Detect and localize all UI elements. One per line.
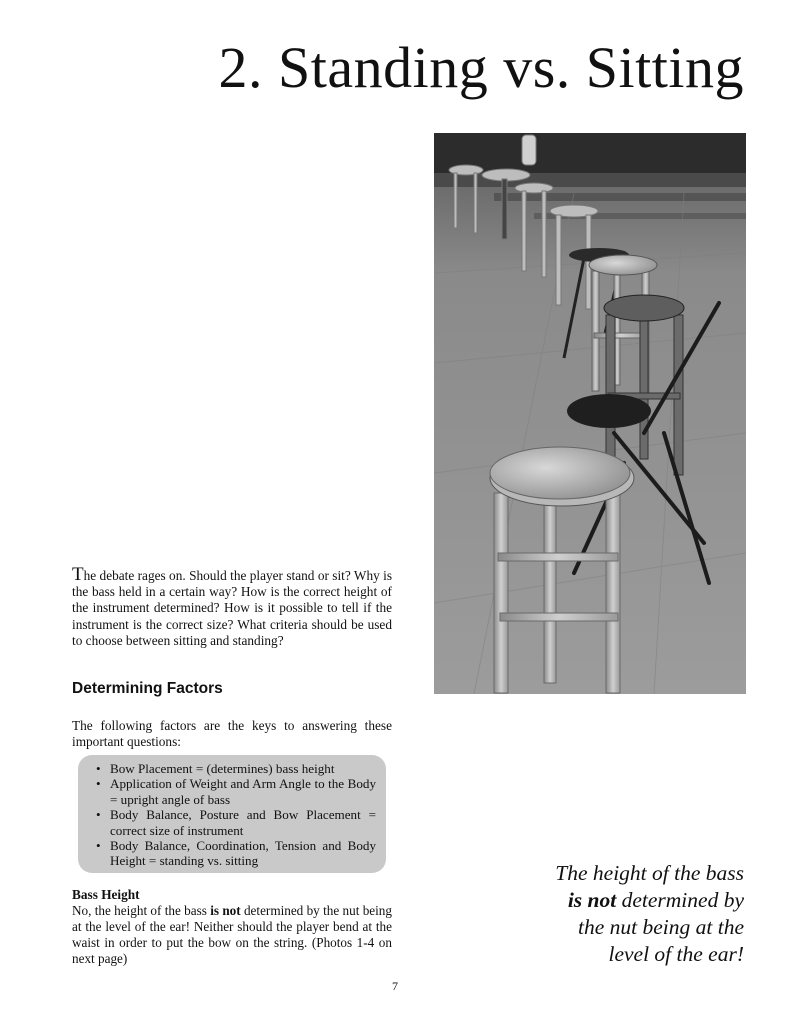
intro-text: he debate rages on. Should the player stand or sit? Why is the bass held in a certain way? How is the correct height of the instrument determined? How is it possible to tell if the instrument is the correct size? What criteria should be used to choose between sitting and standing? [72, 568, 392, 648]
pull-quote-line-3: the nut being at the [578, 915, 744, 939]
factors-list [96, 761, 376, 869]
bass-height-emphasis: is not [210, 903, 241, 918]
page-number: 7 [392, 979, 398, 993]
bass-height-text-1: No, the height of the bass [72, 903, 211, 918]
page-title: 2. Standing vs. Sitting [218, 35, 744, 100]
intro-paragraph [72, 564, 392, 649]
list-item: • Application of Weight and Arm Angle to the Body = upright angle of bass [96, 776, 376, 807]
list-item: • Body Balance, Coordination, Tension and Body Height = standing vs. sitting [96, 838, 376, 869]
pull-quote-line-1: The height of the bass [555, 861, 744, 885]
determining-factors-intro: The following factors are the keys to answering these important questions: [72, 718, 392, 749]
drop-cap: T [72, 564, 84, 585]
pull-quote-emphasis: is not [567, 888, 617, 912]
bass-height-text-2: determined by the nut being at the level of the ear! Neither should the player bend at the waist in order to put the bow on the string. (Photos 1-4 on next page) [72, 903, 392, 966]
pull-quote [484, 860, 744, 968]
bass-height-heading: Bass Height [72, 887, 140, 902]
determining-factors-heading: Determining Factors [72, 680, 223, 697]
list-item: • Bow Placement = (determines) bass height [96, 761, 376, 776]
stools-photo [434, 133, 746, 694]
list-item: • Body Balance, Posture and Bow Placement = correct size of instrument [96, 807, 376, 838]
pull-quote-line-2: determined by [616, 888, 744, 912]
bass-height-paragraph [72, 903, 392, 967]
pull-quote-line-4: level of the ear! [608, 942, 744, 966]
factors-box [78, 755, 386, 873]
